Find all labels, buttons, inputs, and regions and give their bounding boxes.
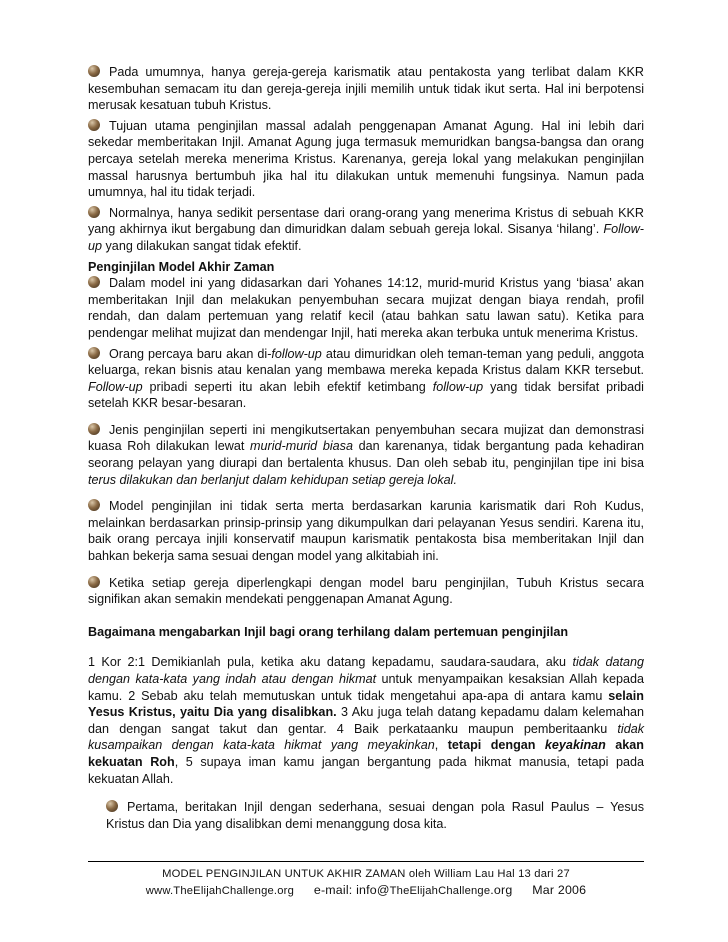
verse-text: untuk menyampaikan kesaksian Allah kepada kamu. 2 Sebab aku telah memutuskan untuk tidak mengetahui apa-apa di antara kamu: [88, 672, 644, 703]
paragraph-text: Dalam model ini yang didasarkan dari Yohanes 14:12, murid-murid Kristus yang ‘biasa’ akan memberitakan Injil dan melakukan penyembuhan secara mujizat dengan biaya rendah, profil rendah, dan dalam pertemuan yang relatif kecil (atau bahkan satu lawan satu). Ketika para pendengar melihat mujizat dan mendengar Injil, hati mereka akan terbuka untuk menerima Kristus.: [88, 276, 644, 340]
footer-website: www.TheElijahChallenge.org: [145, 885, 294, 897]
paragraph-text: atau dimuridkan oleh teman-teman yang peduli, anggota keluarga, rekan bisnis atau kenalan yang membawa mereka kepada Kristus dalam KKR tersebut.: [88, 346, 645, 378]
bullet-icon: [88, 65, 100, 77]
paragraph-text: dan karenanya, tidak bergantung pada kehadiran seorang pelayan yang diurapi dan bertalenta khusus. Dan oleh sebab itu, penginjilan tipe ini bisa: [88, 439, 644, 471]
italic-term: Follow-up: [88, 379, 143, 394]
bullet-icon: [88, 576, 100, 588]
footer-contact-line: [88, 882, 644, 899]
paragraph-model-penginjilan: [88, 498, 644, 564]
bullet-icon: [106, 800, 118, 812]
italic-term: follow-up: [271, 346, 322, 361]
footer-email-tld: .org: [490, 883, 513, 897]
paragraph-karismatik: [88, 64, 644, 114]
paragraph-normalnya: [88, 205, 644, 255]
verse-text: , 5 supaya iman kamu jangan bergantung pada hikmat manusia, tetapi pada kekuatan Allah.: [88, 754, 644, 786]
paragraph-dalam-model: [88, 275, 644, 341]
paragraph-scripture-1-kor: [88, 654, 644, 787]
verse-bold: selain Yesus Kristus, yaitu Dia yang disalibkan.: [88, 688, 644, 720]
italic-term: murid-murid biasa: [250, 439, 353, 454]
verse-italic: tidak kusampaikan dengan kata-kata hikmat yang meyakinkan: [88, 721, 644, 753]
italic-term: terus dilakukan dan berlanjut dalam kehidupan setiap gereja lokal.: [88, 472, 457, 487]
paragraph-text: yang tidak bersifat pribadi setelah KKR besar-besaran.: [88, 379, 644, 411]
bullet-icon: [88, 276, 100, 288]
footer-email-domain: TheElijahChallenge: [389, 885, 491, 897]
section-heading-model-akhir-zaman: Penginjilan Model Akhir Zaman: [88, 259, 275, 274]
paragraph-text: pribadi seperti itu akan lebih efektif ketimbang: [142, 379, 433, 394]
paragraph-text: Tujuan utama penginjilan massal adalah penggenapan Amanat Agung. Hal ini lebih dari sekedar memberitakan Injil. Amanat Agung juga termasuk memuridkan bangsa-bangsa dan orang percaya setelah mereka menerima Kristus. Karenanya, gereja lokal yang melakukan penginjilan massal harusnya bertumbuh jika hal itu dilakukan untuk memenuhi fungsinya. Namun pada umumnya, hal itu tidak terjadi.: [88, 118, 644, 200]
paragraph-text: yang dilakukan sangat tidak efektif.: [102, 238, 302, 253]
paragraph-ketika-setiap-gereja: [88, 575, 644, 608]
italic-term: Follow-up: [88, 222, 644, 253]
section-heading-bagaimana: Bagaimana mengabarkan Injil bagi orang terhilang dalam pertemuan penginjilan: [88, 624, 569, 639]
bullet-icon: [88, 499, 100, 511]
verse-text: ,: [434, 738, 448, 753]
paragraph-pertama: [88, 799, 644, 832]
footer-email-label: e-mail: info@: [313, 883, 390, 897]
paragraph-tujuan: [88, 118, 644, 201]
bullet-icon: [88, 119, 100, 131]
verse-bold: akan kekuatan Roh: [88, 738, 644, 769]
footer-divider: [88, 861, 644, 862]
paragraph-text: Normalnya, hanya sedikit persentase dari orang-orang yang menerima Kristus di sebuah KKR yang akhirnya ikut bergabung dan dimuridkan dalam sebuah gereja lokal. Sisanya ‘hilang’.: [88, 205, 644, 237]
paragraph-text: Model penginjilan ini tidak serta merta berdasarkan karunia karismatik dari Roh Kudus, melainkan berdasarkan prinsip-prinsip yang dikumpulkan dari pelayanan Yesus sendiri. Karena itu, baik orang percaya injili konservatif maupun karismatik pentakosta bisa memberitakan Injil dan bahkan bekerja sama sesuai dengan model yang alkitabiah ini.: [88, 499, 644, 564]
footer-title-line: MODEL PENGINJILAN UNTUK AKHIR ZAMAN oleh William Lau Hal 13 dari 27: [162, 868, 570, 880]
paragraph-text: Jenis penginjilan seperti ini mengikutsertakan penyembuhan secara mujizat dan demonstrasi kuasa Roh dilakukan lewat: [88, 422, 644, 454]
bullet-icon: [88, 423, 100, 435]
verse-text: 3 Aku juga telah datang kepadamu dalam kelemahan dan dengan sangat takut dan gentar. 4 Baik perkataanku maupun pemberitaanku: [88, 705, 644, 736]
paragraph-orang-percaya-baru: [88, 346, 644, 412]
footer-date: Mar 2006: [532, 883, 587, 897]
verse-italic: tidak datang dengan kata-kata yang indah atau dengan hikmat: [88, 655, 644, 686]
paragraph-text: Ketika setiap gereja diperlengkapi dengan model baru penginjilan, Tubuh Kristus secara signifikan akan semakin mendekati penggenapan Amanat Agung.: [88, 575, 644, 607]
paragraph-text: Pada umumnya, hanya gereja-gereja karismatik atau pentakosta yang terlibat dalam KKR kesembuhan semacam itu dan gereja-gereja injili memilih untuk tidak ikut serta. Hal ini berpotensi merusak kesatuan tubuh Kristus.: [88, 65, 644, 113]
verse-bold-italic: keyakinan: [544, 738, 606, 753]
document-body: [88, 64, 644, 832]
page-footer: [88, 866, 644, 899]
bullet-icon: [88, 347, 100, 359]
verse-bold: tetapi dengan: [447, 738, 545, 753]
paragraph-text: Orang percaya baru akan di-: [109, 346, 272, 361]
italic-term: follow-up: [432, 379, 484, 394]
bullet-icon: [88, 206, 100, 218]
paragraph-text: Pertama, beritakan Injil dengan sederhana, sesuai dengan pola Rasul Paulus – Yesus Kristus dan Dia yang disalibkan demi menanggung dosa kita.: [106, 800, 644, 831]
verse-text: 1 Kor 2:1 Demikianlah pula, ketika aku datang kepadamu, saudara-saudara, aku: [88, 655, 573, 670]
paragraph-jenis-penginjilan: [88, 422, 644, 488]
